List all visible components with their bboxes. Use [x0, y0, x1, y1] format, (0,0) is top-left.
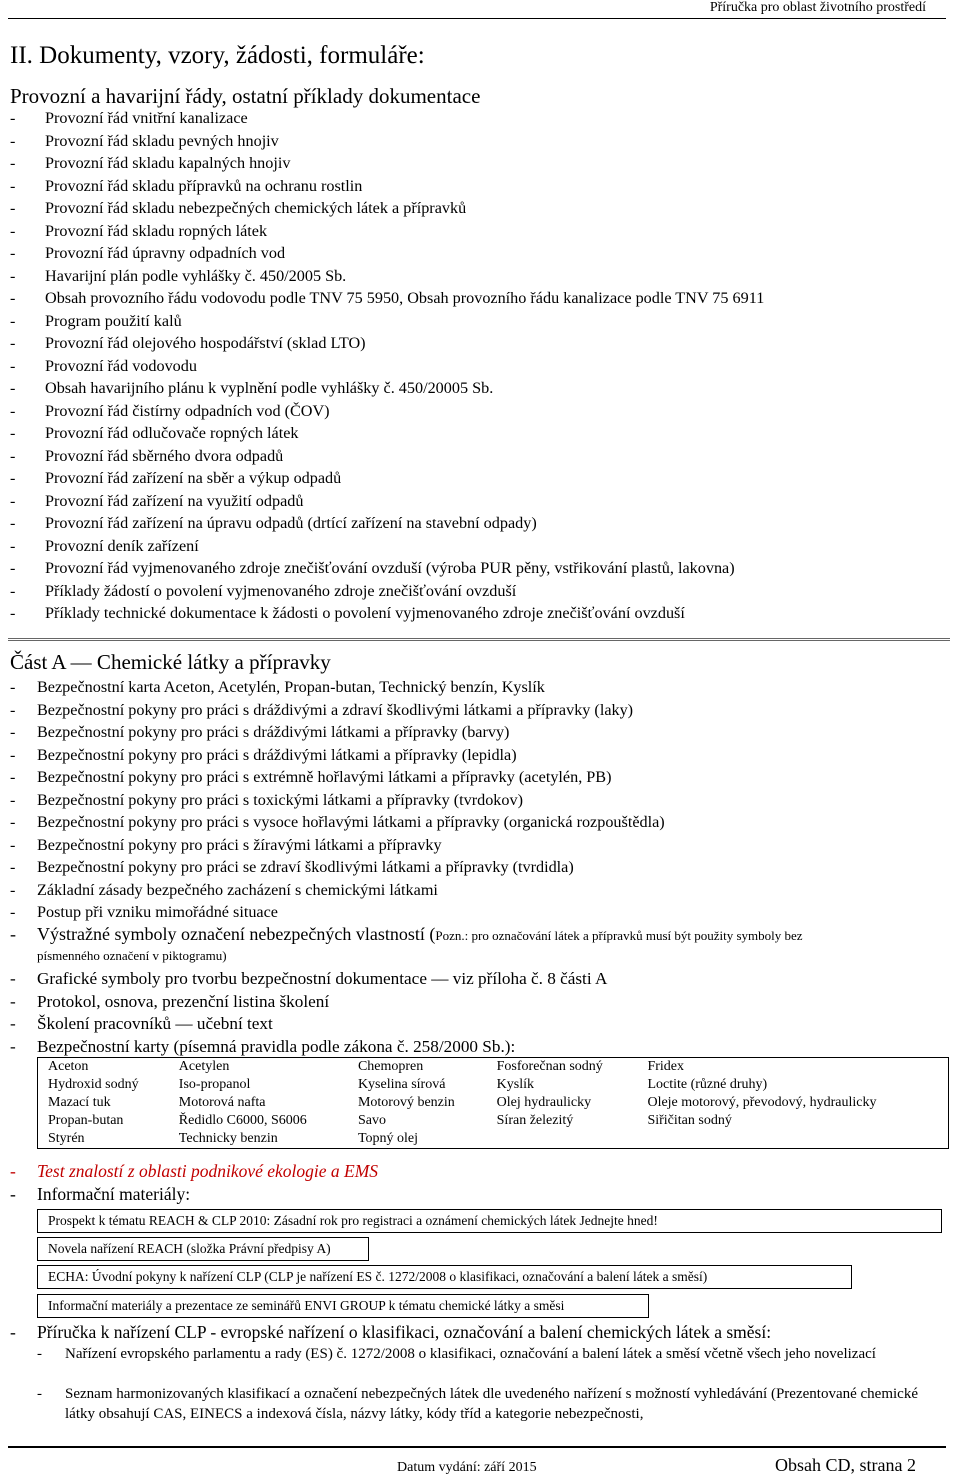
table-cell: Styrén — [48, 1131, 85, 1146]
list-dash: - — [37, 1386, 42, 1402]
list-item-text: Provozní řád skladu přípravků na ochranu rostlin — [45, 176, 363, 195]
table-row — [38, 1076, 949, 1094]
list-item-text: Bezpečnostní pokyny pro práci s dráždivými a zdraví škodlivými látkami a přípravky (laky) — [37, 700, 634, 719]
list-dash: - — [10, 700, 16, 719]
list-dash: - — [10, 131, 16, 150]
list-item — [10, 130, 764, 153]
list-item — [10, 107, 764, 130]
list-item — [10, 1013, 607, 1036]
clp-sub-item-regulation — [37, 1344, 945, 1364]
list-item-text: Příklady žádostí o povolení vyjmenovaného zdroje znečišťování ovzduší — [45, 581, 517, 600]
safety-sheets-table — [37, 1057, 949, 1149]
list-item-text: Provozní řád zařízení na využití odpadů — [45, 491, 304, 510]
list-item-text: Provozní řád skladu pevných hnojiv — [45, 131, 279, 150]
list-item — [10, 991, 607, 1014]
list-item-text: Protokol, osnova, prezenční listina školení — [37, 991, 330, 1011]
list-dash: - — [10, 1322, 16, 1342]
list-dash: - — [10, 514, 16, 532]
list-item-text: Havarijní plán podle vyhlášky č. 450/2005 Sb. — [45, 266, 347, 285]
list-item — [10, 490, 764, 513]
training-list — [10, 968, 607, 1058]
list-dash: - — [10, 334, 16, 352]
list-item — [10, 355, 764, 378]
table-cell: Síran železitý — [496, 1113, 574, 1128]
list-item — [10, 580, 764, 603]
list-item — [10, 445, 764, 468]
table-row — [38, 1112, 949, 1130]
table-cell: Savo — [357, 1113, 386, 1128]
table-cell: Siřičitan sodný — [647, 1113, 732, 1128]
list-dash: - — [10, 903, 16, 921]
table-cell: Kyselina sírová — [357, 1077, 446, 1092]
list-dash: - — [10, 536, 16, 555]
list-item — [10, 968, 607, 991]
section-divider — [8, 638, 950, 641]
list-item-text: Provozní řád odlučovače ropných látek — [45, 424, 299, 442]
table-cell: Chemopren — [357, 1059, 424, 1074]
test-link[interactable]: Test znalostí z oblasti podnikové ekologie a EMS — [37, 1161, 379, 1181]
list-item-text: Provozní řád zařízení na sběr a výkup odpadů — [45, 469, 342, 487]
list-item — [10, 287, 764, 310]
list-dash: - — [10, 244, 16, 262]
table-cell: Kyslík — [496, 1077, 534, 1092]
list-item-text: Program použití kalů — [45, 311, 182, 330]
list-item — [10, 377, 764, 400]
list-item-text: Grafické symboly pro tvorbu bezpečnostní dokumentace — viz příloha č. 8 části A — [37, 969, 608, 988]
chemical-safety-list — [10, 676, 665, 924]
header-rule — [8, 18, 946, 19]
list-item — [10, 422, 764, 445]
list-dash: - — [10, 221, 16, 240]
list-item-text: Provozní řád olejového hospodářství (sklad LTO) — [45, 334, 366, 352]
list-dash: - — [37, 1346, 42, 1362]
table-cell: Motorová nafta — [178, 1095, 266, 1110]
list-item — [10, 535, 764, 558]
info-box-reach-clp-2010[interactable]: Prospekt k tématu REACH & CLP 2010: Zásadní rok pro registraci a oznámení chemických látek Jednejte hned! — [37, 1209, 942, 1233]
list-item — [10, 197, 764, 220]
table-cell — [637, 1130, 948, 1149]
list-item — [10, 789, 665, 812]
list-item-text: Bezpečnostní pokyny pro práci se zdraví škodlivými látkami a přípravky (tvrdidla) — [37, 858, 574, 876]
header-text: Příručka pro oblast životního prostředí — [709, 0, 926, 15]
list-item — [10, 721, 665, 744]
list-dash: - — [10, 1161, 16, 1181]
table-cell: Aceton — [48, 1059, 89, 1074]
list-item — [10, 265, 764, 288]
table-cell: Propan-butan — [48, 1113, 124, 1128]
list-dash: - — [10, 424, 16, 442]
list-dash: - — [10, 678, 16, 696]
list-item — [10, 242, 764, 265]
list-dash: - — [10, 581, 16, 600]
list-item — [10, 811, 665, 834]
list-dash: - — [10, 379, 16, 397]
list-dash: - — [10, 604, 16, 622]
list-item — [10, 879, 665, 902]
table-cell: Oleje motorový, převodový, hydraulicky — [647, 1095, 877, 1110]
list-dash: - — [10, 880, 16, 899]
table-row — [38, 1094, 949, 1112]
note-text: : pro označování látek a přípravků musí být použity symboly bez — [464, 928, 803, 943]
list-item — [10, 901, 665, 924]
list-item-text: Bezpečnostní pokyny pro práci s dráždivými látkami a přípravky (lepidla) — [37, 745, 517, 764]
table-cell: Fridex — [647, 1059, 685, 1074]
list-item — [10, 856, 665, 879]
footer-page: Obsah CD, strana 2 — [775, 1455, 916, 1475]
list-item-text: Obsah provozního řádu vodovodu podle TNV 75 5950, Obsah provozního řádu kanalizace podle TNV 75 6911 — [45, 289, 765, 307]
table-cell: Technicky benzin — [178, 1131, 278, 1146]
list-item — [10, 766, 665, 789]
list-dash: - — [10, 991, 16, 1011]
list-item-text: Provozní řád sběrného dvora odpadů — [45, 446, 284, 465]
list-dash: - — [10, 1014, 16, 1033]
table-cell: Olej hydraulicky — [496, 1095, 592, 1110]
list-item — [10, 1036, 607, 1059]
list-item-text: Provozní deník zařízení — [45, 536, 199, 555]
list-item-text: Postup při vzniku mimořádné situace — [37, 903, 278, 921]
list-item-text: Bezpečnostní pokyny pro práci s vysoce hořlavými látkami a přípravky (organická rozpouštědla) — [37, 813, 665, 831]
list-item-text: Provozní řád skladu ropných látek — [45, 221, 268, 240]
list-dash: - — [10, 858, 16, 876]
list-dash: - — [10, 835, 16, 854]
list-item — [10, 676, 665, 699]
table-cell: Iso-propanol — [178, 1077, 251, 1092]
list-dash: - — [10, 109, 16, 127]
list-dash: - — [10, 790, 16, 809]
list-dash: - — [10, 768, 16, 786]
list-item-text: Školení pracovníků — učební text — [37, 1014, 273, 1033]
list-item-text: Bezpečnostní pokyny pro práci s toxickými látkami a přípravky (tvrdokov) — [37, 790, 523, 809]
list-item — [10, 310, 764, 333]
list-dash: - — [10, 289, 16, 307]
table-cell: Acetylen — [178, 1059, 230, 1074]
clp-sub-text: Seznam harmonizovaných klasifikací a označení nebezpečných látek dle uvedeného nařízení s možností vyhledávání (Prezentované chemické látky obsahují CAS, EINECS a indexová čísla, názvy látky, kódy tříd a kategorie nebezpečnosti, — [65, 1386, 918, 1422]
list-dash: - — [10, 311, 16, 330]
list-dash: - — [10, 491, 16, 510]
list-dash: - — [10, 356, 16, 375]
list-item — [10, 400, 764, 423]
list-dash: - — [10, 199, 16, 217]
list-dash: - — [10, 469, 16, 487]
list-item-text: Bezpečnostní pokyny pro práci s dráždivými látkami a přípravky (barvy) — [37, 723, 510, 741]
info-box-reach-novela[interactable]: Novela nařízení REACH (složka Právní předpisy A) — [37, 1237, 369, 1261]
list-item — [10, 152, 764, 175]
list-item-text: Provozní řád čistírny odpadních vod (ČOV) — [45, 401, 330, 420]
list-item-text: Základní zásady bezpečného zacházení s chemickými látkami — [37, 880, 438, 899]
warning-symbols-text: Výstražné symboly označení nebezpečných vlastností ( — [37, 924, 436, 944]
footer-date: Datum vydání: září 2015 — [397, 1460, 537, 1475]
list-dash: - — [10, 924, 16, 944]
list-item-text: Provozní řád vyjmenovaného zdroje znečišťování ovzduší (výroba PUR pěny, vstřikování plastů, lakovna) — [45, 559, 735, 577]
list-item-text: Provozní řád skladu nebezpečných chemických látek a přípravků — [45, 199, 467, 217]
table-cell: Ředidlo C6000, S6006 — [178, 1113, 307, 1128]
list-dash: - — [10, 745, 16, 764]
list-item — [10, 557, 764, 580]
list-item-text: Bezpečnostní karty (písemná pravidla podle zákona č. 258/2000 Sb.): — [37, 1036, 516, 1056]
info-materials-label: Informační materiály: — [37, 1184, 191, 1204]
list-item — [10, 512, 764, 535]
table-cell: Loctite (různé druhy) — [647, 1077, 768, 1092]
subtitle: Provozní a havarijní řády, ostatní příklady dokumentace — [10, 84, 481, 108]
list-dash: - — [10, 401, 16, 420]
list-item — [10, 332, 764, 355]
list-item-text: Bezpečnostní pokyny pro práci s žíravými látkami a přípravky — [37, 835, 442, 854]
list-dash: - — [10, 969, 16, 988]
list-item — [10, 220, 764, 243]
clp-guide-text: Příručka k nařízení CLP - evropské nařízení o klasifikaci, označování a balení chemických látek a směsí: — [37, 1322, 772, 1342]
info-box-envi-group[interactable]: Informační materiály a prezentace ze seminářů ENVI GROUP k tématu chemické látky a směsi — [37, 1294, 649, 1318]
note-prefix: Pozn. — [435, 928, 465, 943]
list-item — [10, 175, 764, 198]
clp-sub-item-harmonized — [37, 1384, 945, 1424]
list-dash: - — [10, 1184, 16, 1204]
list-item — [10, 834, 665, 857]
list-dash: - — [10, 446, 16, 465]
table-cell: Mazací tuk — [48, 1095, 111, 1110]
list-item-text: Provozní řád úpravny odpadních vod — [45, 244, 286, 262]
list-item-text: Bezpečnostní pokyny pro práci s extrémně hořlavými látkami a přípravky (acetylén, PB) — [37, 768, 612, 786]
table-cell: Motorový benzin — [357, 1095, 455, 1110]
table-row — [38, 1130, 949, 1149]
list-item-text: Provozní řád vnitřní kanalizace — [45, 109, 248, 127]
list-dash: - — [10, 559, 16, 577]
list-item-text: Příklady technické dokumentace k žádosti o povolení vyjmenovaného zdroje znečišťování ovzduší — [45, 604, 685, 622]
table-cell — [487, 1130, 638, 1149]
table-cell: Hydroxid sodný — [48, 1077, 139, 1092]
part-a-title: Část A — Chemické látky a přípravky — [10, 650, 331, 674]
list-dash: - — [10, 154, 16, 172]
list-item — [10, 744, 665, 767]
list-item-text: Obsah havarijního plánu k vyplnění podle vyhlášky č. 450/20005 Sb. — [45, 379, 494, 397]
operating-rules-list — [10, 107, 764, 625]
list-dash: - — [10, 723, 16, 741]
footer-rule — [8, 1446, 946, 1448]
list-item-text: Provozní řád vodovodu — [45, 356, 197, 375]
list-item — [10, 467, 764, 490]
list-dash: - — [10, 813, 16, 831]
table-cell: Fosforečnan sodný — [496, 1059, 603, 1074]
list-item-text: Provozní řád skladu kapalných hnojiv — [45, 154, 291, 172]
table-cell: Topný olej — [357, 1131, 419, 1146]
list-item — [10, 602, 764, 625]
list-item-text: Provozní řád zařízení na úpravu odpadů (drtící zařízení na stavební odpady) — [45, 514, 537, 532]
note-text-continued: písmenného označení v piktogramu) — [37, 948, 227, 963]
section-title: II. Dokumenty, vzory, žádosti, formuláře: — [10, 42, 425, 69]
clp-sub-text: Nařízení evropského parlamentu a rady (ES) č. 1272/2008 o klasifikaci, označování a balení látek a směsí včetně všech jeho novelizací — [65, 1346, 876, 1362]
list-dash: - — [10, 1036, 16, 1056]
list-dash: - — [10, 176, 16, 195]
list-item — [10, 699, 665, 722]
list-item-text: Bezpečnostní karta Aceton, Acetylén, Propan-butan, Technický benzín, Kyslík — [37, 678, 545, 696]
list-dash: - — [10, 266, 16, 285]
info-box-echa-clp[interactable]: ECHA: Úvodní pokyny k nařízení CLP (CLP je nařízení ES č. 1272/2008 o klasifikaci, označování a balení látek a směsí) — [37, 1265, 852, 1289]
table-row — [38, 1058, 949, 1077]
